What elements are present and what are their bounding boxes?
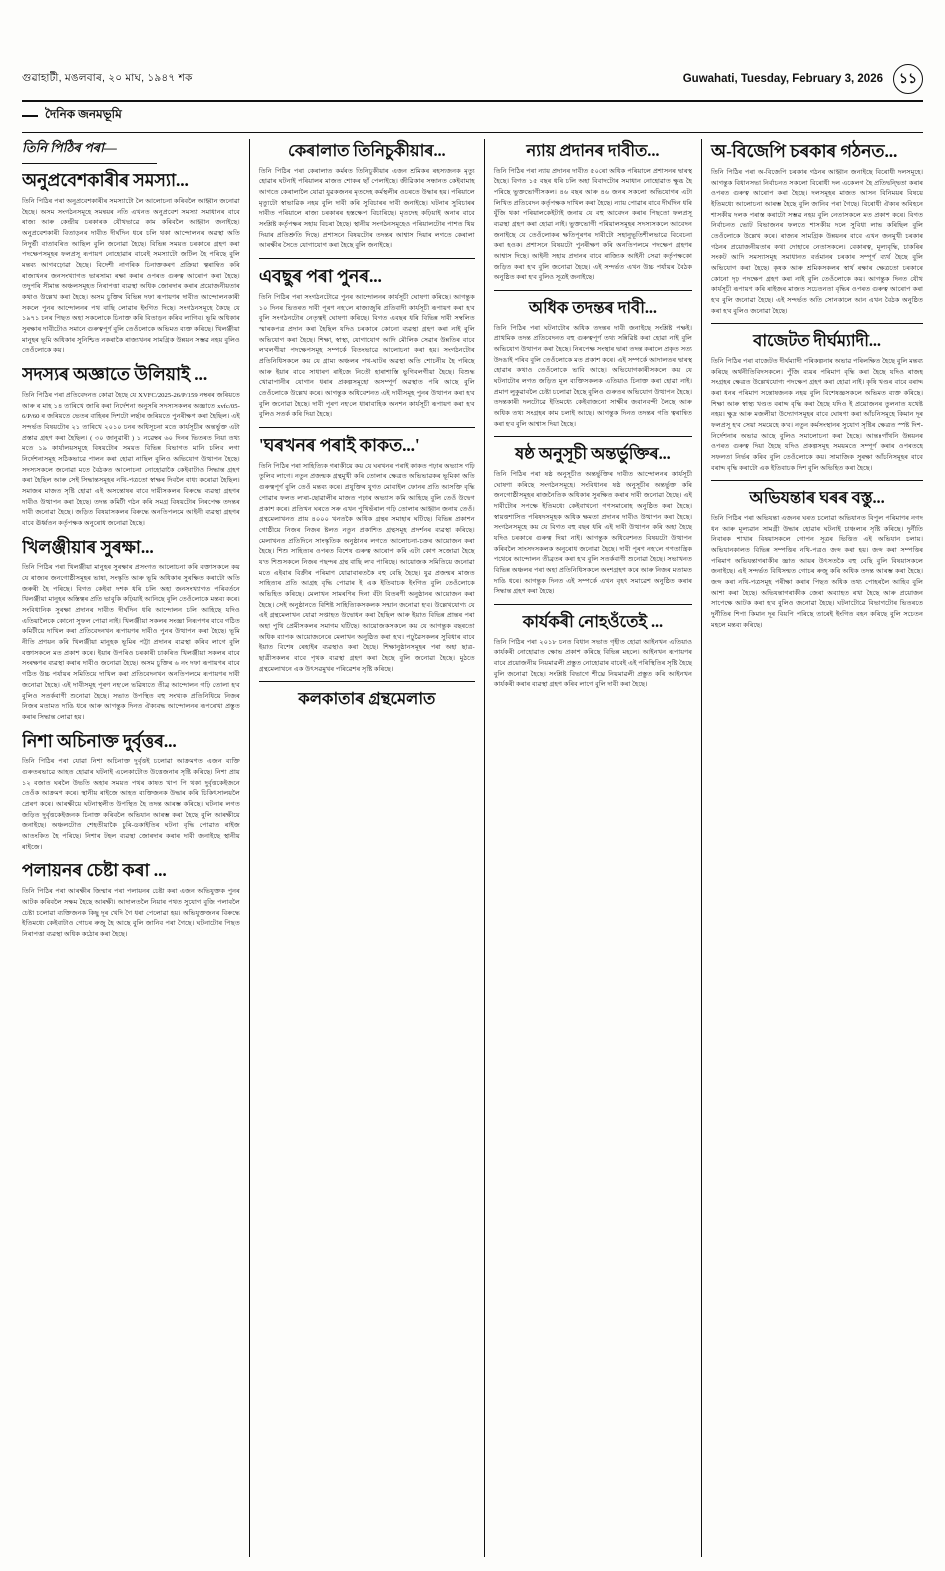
article-body: তিনি পিঠিৰ পৰা সাহিত্যিক গৰাকীয়ে কয় যে ঘৰখনৰ পৰাই কাকত পঢ়াৰ অভ্যাস গঢ়ি তুলিব লাগে। নতুন প্ৰজন্মক গ্ৰন্থমুখী কৰি তোলাৰ ক্ষেত্ৰত অভিভাৱকৰ ভূমিকা অতি গুৰুত্বপূৰ্ণ বুলি তেওঁ মন্তব্য কৰে। প্ৰযুক্তিৰ যুগত মোবাইল ফোনৰ প্ৰতি আসক্তি বৃদ্ধি পোৱাৰ ফলত ল'ৰা-ছোৱালীৰ মাজত পঢ়াৰ অভ্যাস কমি আহিছে বুলি তেওঁ উদ্বেগ প্ৰকাশ কৰে। প্ৰতিখন ঘৰতে সৰু এখন পুথিভঁৰাল গঢ়ি তোলাৰ আহ্বান জনায় তেওঁ। গ্ৰন্থমেলাখনত প্ৰায় ৪০০০ খনতকৈ অধিক গ্ৰন্থৰ সমাহাৰ ঘটিছে। বিভিন্ন প্ৰকাশন গোষ্ঠীয়ে নিজৰ নিজৰ ষ্টলত নতুন প্ৰকাশিত গ্ৰন্থসমূহ প্ৰদৰ্শনৰ ব্যৱস্থা কৰিছে। মেলাখনত প্ৰতিদিনে সাংস্কৃতিক অনুষ্ঠানৰ লগতে আলোচনা-চক্ৰৰ আয়োজন কৰা হৈছে। শিশু সাহিত্যৰ ওপৰত বিশেষ গুৰুত্ব আৰোপ কৰি এটা কোণ সজোৱা হৈছে য'ত শিশুসকলে নিজৰ পছন্দৰ গ্ৰন্থ বাছি ল'ব পাৰিছে। আয়োজক সমিতিয়ে জনোৱা মতে এইবাৰ বিক্ৰীৰ পৰিমাণ যোৱাবাৰতকৈ বহু বেছি হৈছে। যুৱ প্ৰজন্মৰ মাজত সাহিত্যৰ প্ৰতি আগ্ৰহ বৃদ্ধি পোৱাৰ ই এক ইতিবাচক ইংগিত বুলি তেওঁলোকে অভিহিত কৰিছে। মেলাখন সামৰণিৰ দিনা বঁটা বিতৰণী অনুষ্ঠানৰ আয়োজন কৰা হৈছে। সেই অনুষ্ঠানতে বিশিষ্ট সাহিত্যিকসকলক সন্মান জনোৱা হ'ব। উল্লেখযোগ্য যে এই গ্ৰন্থমেলাখন যোৱা সপ্তাহত উদ্বোধন কৰা হৈছিল আৰু ইয়াত বিভিন্ন প্ৰান্তৰ পৰা অহা পুথি প্ৰেমীসকলৰ সমাগম ঘটিছে। আয়োজকসকলে কয় যে আগন্তুক বছৰতো অধিক ব্যাপক আয়োজনেৰে মেলাখন অনুষ্ঠিত কৰা হ'ব। পঢ়ুৱৈসকলৰ সুবিধাৰ বাবে ইয়াত বিশেষ ৰেহাইৰ ব্যৱস্থাও কৰা হৈছে। শিক্ষানুষ্ঠানসমূহৰ পৰা অহা ছাত্ৰ-ছাত্ৰীসকলৰ বাবে পৃথক ব্যৱস্থা গ্ৰহণ কৰা হৈছে বুলি জনোৱা হৈছে। মুঠতে গ্ৰন্থমেলাখনে এক উৎসৱমুখৰ পৰিৱেশৰ সৃষ্টি কৰিছে। bbox=[258, 462, 475, 673]
article-headline[interactable]: কাৰ্যকৰী নোহওঁতেই ... bbox=[522, 612, 664, 632]
article-divider bbox=[494, 604, 692, 605]
article-body: তিনি পিঠিৰ পৰা অনুপ্ৰবেশকাৰীৰ সমস্যাটো লৈ আলোচনা কৰিবলৈ আহ্বান জনোৱা হৈছে। অসম সংগঠনসমূহে সমন্বয়ৰ নতি এখনত অনুপ্ৰবেশ সমস্যা সমাধানৰ বাবে ৰাজ্য আৰু কেন্দ্ৰীয় চৰকাৰক যৌথভাৱে কাম কৰিবলৈ আহ্বান জনাইছে। অনুপ্ৰবেশকাৰী বিতাড়নৰ দাবীত দীৰ্ঘদিন ধৰে চলি থকা আন্দোলনৰ অৱস্থা অতি নিদুৰ্ভী বাতাবৰিত আছিল বুলি জনোৱা হৈছে। বিভিন্ন সময়ত চৰকাৰে গ্ৰহণ কৰা পদক্ষেপসমূহৰ ফলপ্ৰসূ ৰূপায়ণ নোহোৱাৰ বাবেই সমস্যাটো জটিল হৈ পৰিছে বুলি মন্তব্য আগবঢ়োৱা হৈছে। বিদেশী নাগৰিক চিনাক্তকৰণ প্ৰক্ৰিয়া ত্বৰান্বিত কৰি ৰাজ্যখনৰ জনসংখ্যাগত ভাৰসাম্য ৰক্ষা কৰাৰ ওপৰত গুৰুত্ব আৰোপ কৰা হৈছে। তদুপৰি সীমান্ত অঞ্চলসমূহত নিৰাপত্তা ব্যৱস্থা অধিক জোৰদাৰ কৰাৰ প্ৰয়োজনীয়তাৰ কথাও উল্লেখ কৰা হৈছে। অসম চুক্তিৰ বিভিন্ন দফা ৰূপায়ণৰ দাবীত আন্দোলনকাৰী সকলে পুনৰ আন্দোলনৰ পথ বাছি লোৱাৰ ইংগিত দিছে। সংগঠনসমূহে কৈছে যে ১৯৭১ চনৰ পিছত অহা সকলোকে চিনাক্ত কৰি বিতাড়ন কৰিব লাগিব। ভূমি অধিকাৰ সুৰক্ষাৰ দাবীটোও সমানে গুৰুত্বপূৰ্ণ বুলি তেওঁলোকে অভিমত ব্যক্ত কৰিছে। খিলঞ্জীয়া মানুহৰ ভূমি অধিকাৰ সুনিশ্চিত নকৰাকৈ ৰাজ্যখনৰ সামগ্ৰিক উন্নয়ন সম্ভৱ নহয় বুলিও তেওঁলোকে কয়। bbox=[22, 197, 240, 355]
article-headline[interactable]: অধিক তদন্তৰ দাবী... bbox=[528, 298, 657, 318]
column-3 bbox=[484, 139, 701, 1557]
column-1 bbox=[22, 139, 249, 1557]
masthead-english-date: Guwahati, Tuesday, February 3, 2026 bbox=[682, 73, 883, 85]
masthead-right-group bbox=[683, 64, 923, 94]
column-2 bbox=[249, 139, 484, 1557]
article-divider bbox=[259, 258, 475, 259]
article-body: তিনি পিঠিৰ পৰা ন্যায় প্ৰদানৰ দাবীত ৫০ৰো অধিক পৰিয়ালে প্ৰশাসনৰ দ্বাৰস্থ হৈছে। বিগত ১৫ বছৰ ধৰি চলি অহা বিবাদটোৰ সমাধান নোহোৱাত ক্ষুব্ধ হৈ পৰিছে ভুক্তভোগীসকল। ৪৬ বছৰ আৰু ৪৬ জনৰ সকলো অভিযোগৰ এটা লিখিত প্ৰতিবেদন কৰ্তৃপক্ষক দাখিল কৰা হৈছে। ন্যায় পোৱাৰ বাবে দীৰ্ঘদিন ধৰি যুঁজি থকা পৰিয়ালকেইটাই জনায় যে বহু আবেদন কৰাৰ পিছতো ফলপ্ৰসূ ব্যৱস্থা গ্ৰহণ কৰা হোৱা নাই। ভুক্তভোগী পৰিয়ালসমূহৰ সদস্যসকলে আবেদন জনাইছে যে তেওঁলোকৰ ক্ষতিপূৰণৰ দাবীটো সহানুভূতিশীলভাৱে বিবেচনা কৰা হওক। প্ৰশাসনে বিষয়টো পুনৰীক্ষণ কৰি অনতিপলমে পদক্ষেপ গ্ৰহণৰ আশ্বাস দিছে। আইনী সহায় প্ৰদানৰ বাবে ৰাজ্যিক আইনী সেৱা কৰ্তৃপক্ষকো জড়িত কৰা হ'ব বুলি জনোৱা হৈছে। এই সন্দৰ্ভত এখন উচ্চ পৰ্যায়ৰ বৈঠক অনুষ্ঠিত কৰা হ'ব বুলিও সূত্ৰই জনাইছে। bbox=[493, 167, 693, 282]
article-divider bbox=[494, 436, 692, 437]
article-headline[interactable]: ষষ্ঠ অনুসূচী অন্তৰ্ভুক্তিৰ... bbox=[515, 444, 671, 464]
article-body: তিনি পিঠিৰ পৰা বাজেটত দীৰ্ঘম্যাদী পৰিকল্পনাৰ অভাৱ পৰিলক্ষিত হৈছে বুলি মন্তব্য কৰিছে অৰ্থনীতিবিদসকলে। পুঁজি ব্যয়ৰ পৰিমাণ বৃদ্ধি কৰা হৈছে যদিও ৰাজহ সংগ্ৰহৰ ক্ষেত্ৰত উল্লেখযোগ্য পদক্ষেপ গ্ৰহণ কৰা হোৱা নাই। কৃষি খণ্ডৰ বাবে বৰাদ্দ কৰা ধনৰ পৰিমাণ সন্তোষজনক নহয় বুলি বিশেষজ্ঞসকলে অভিমত ব্যক্ত কৰিছে। শিক্ষা আৰু স্বাস্থ্য খণ্ডত বৰাদ্দ বৃদ্ধি কৰা হৈছে যদিও ই প্ৰয়োজনৰ তুলনাত যথেষ্ট নহয়। ক্ষুদ্ৰ আৰু মজলীয়া উদ্যোগসমূহৰ বাবে ঘোষণা কৰা আঁচনিসমূহে কিমান দূৰ ফলপ্ৰসূ হ'ব সেয়া সময়েহে ক'ব। নতুন কৰ্মসংস্থানৰ সুযোগ সৃষ্টিৰ ক্ষেত্ৰত স্পষ্ট দিশ-নিৰ্দেশনাৰ অভাৱ আছে বুলিও সমালোচনা কৰা হৈছে। আন্তঃগাঁথনি উন্নয়নৰ ওপৰত গুৰুত্ব দিয়া হৈছে যদিও প্ৰকল্পসমূহ সময়মতে সম্পূৰ্ণ কৰাৰ ওপৰতহে সফলতা নিৰ্ভৰ কৰিব বুলি তেওঁলোকে কয়। সামাজিক সুৰক্ষা আঁচনিসমূহৰ বাবে বৰাদ্দ বৃদ্ধি কৰাটো এক ইতিবাচক দিশ বুলি অভিহিত কৰা হৈছে। bbox=[711, 357, 924, 472]
brand-line bbox=[22, 106, 923, 129]
article-body: তিনি পিঠিৰ পৰা আৰক্ষীৰ জিম্মাৰ পৰা পলায়নৰ চেষ্টা কৰা এজন অভিযুক্তক পুনৰ আটক কৰিবলৈ সক্ষম হৈছে আৰক্ষী। আদালতলৈ নিয়াৰ পথত সুযোগ বুজি পলাবলৈ চেষ্টা চলোৱা ব্যক্তিজনক কিছু দূৰ খেদি গৈ ধৰা পেলোৱা হয়। অভিযুক্তজনৰ বিৰুদ্ধে ইতিমধ্যে কেইবাটাও গোচৰ ৰুজু হৈ আছে বুলি জানিব পৰা গৈছে। ঘটনাটোৰ পিছত নিৰাপত্তা ব্যৱস্থা অধিক কঠোৰ কৰা হৈছে। bbox=[22, 888, 240, 938]
article-headline[interactable]: ন্যায় প্ৰদানৰ দাবীত... bbox=[526, 141, 660, 160]
masthead bbox=[22, 64, 923, 98]
masthead-local-date: গুৱাহাটী, মঙলবাৰ, ২০ মাঘ, ১৯৪৭ শক bbox=[22, 71, 193, 84]
article-headline[interactable]: এবছুৰ পৰা পুনৰ... bbox=[258, 266, 382, 286]
article-body: তিনি পিঠিৰ পৰা ২০১৮ চনত বিধান সভাত গৃহীত হোৱা আইনখন এতিয়াও কাৰ্যকৰী নোহোৱাত ক্ষোভ প্ৰকাশ কৰিছে বিভিন্ন মহলে। আইনখন ৰূপায়ণৰ বাবে প্ৰয়োজনীয় নিয়মাৱলী প্ৰস্তুত নোহোৱাৰ বাবেই এই পৰিস্থিতিৰ সৃষ্টি হৈছে বুলি জনোৱা হৈছে। সংশ্লিষ্ট বিভাগে শীঘ্ৰে নিয়মাৱলী প্ৰস্তুত কৰি আইনখন কাৰ্যকৰী কৰাৰ ব্যৱস্থা গ্ৰহণ কৰিব লাগে বুলি দাবী কৰা হৈছে। bbox=[493, 638, 693, 689]
article-divider bbox=[259, 427, 475, 428]
article-body: তিনি পিঠিৰ পৰা প্ৰতিবেদনত কোৱা হৈছে যে XVFC/2025-26/P/159 নম্বৰৰ জৰিয়তে আৰু ৰ মাহ ১৪ তাৰিখে জাৰি কৰা নিৰ্দেশনা অনুসৰি সদস্যসকলৰ অজ্ঞাতে xvfc/05-6/P/60 ৰ জৰিয়তে ভেতৰ বাহিৰৰ দিশটো লৰ্ছাৰ জৰিয়তে পুনৰীক্ষণ কৰা হৈছিল। এই সন্দৰ্ভত বিষয়টোৰ ২১ তাৰিখে ২০১০ চনৰ অধিসূচনা মতে কাৰ্যসূচীৰ অন্তৰ্ভুক্ত এটা প্ৰস্তাৱ গ্ৰহণ কৰা হৈছিল। ( ৩০ জানুৱাৰী ) ১ নৱেম্বৰ ৬০ দিনৰ ভিতৰত নিয়া তথ্য মতে ১৯ কাৰ্যালয়সমূহে বিষয়টোৰ সময়ত বিভিন্ন বিভাগত মানি চলিব লগা নিৰ্দেশনাসমূহ সঠিকভাৱে পালন কৰা হোৱা নাছিল বুলিও অভিযোগ উত্থাপন হৈছে। সদস্যসকলে জনোৱা মতে বৈঠকত আলোচনা নোহোৱাকৈ কেইবাটাও সিদ্ধান্ত গ্ৰহণ কৰা হৈছিল আৰু সেই সিদ্ধান্তসমূহৰ নথি-পত্ৰতো স্বাক্ষৰ দিবলৈ বাধ্য কৰোৱা হৈছিল। সমাজৰ মাজত সৃষ্টি হোৱা এই অসন্তোষৰ বাবে দায়ীসকলৰ বিৰুদ্ধে ব্যৱস্থা গ্ৰহণৰ দাবীও উত্থাপন কৰা হৈছে। তদন্ত কমিটী গঠন কৰি সমগ্ৰ বিষয়টোৰ নিৰপেক্ষ তদন্তৰ দাবী জনোৱা হৈছে। জড়িত বিষয়াসকলৰ বিৰুদ্ধে অনতিপলমে আইনী ব্যৱস্থা গ্ৰহণৰ বাবে ঊৰ্ধ্বতন কৰ্তৃপক্ষক অনুৰোধ জনোৱা হৈছে। bbox=[22, 391, 240, 527]
column-4 bbox=[701, 139, 923, 1557]
article-body: তিনি পিঠিৰ পৰা ষষ্ঠ অনুসূচীত অন্তৰ্ভুক্তিৰ দাবীত আন্দোলনৰ কাৰ্যসূচী ঘোষণা কৰিছে সংগঠনসমূহে। সংবিধানৰ ষষ্ঠ অনুসূচীৰ অন্তৰ্ভুক্ত কৰি জনগোষ্ঠীসমূহৰ ৰাজনৈতিক অধিকাৰ সুৰক্ষিত কৰাৰ দাবী জনোৱা হৈছে। এই দাবীটোৰ সপক্ষে ইতিমধ্যে কেইবাখনো গণসমাৰোহ অনুষ্ঠিত কৰা হৈছে। স্বায়ত্তশাসিত পৰিষদসমূহক অধিক ক্ষমতা প্ৰদানৰ দাবীও উত্থাপন কৰা হৈছে। সংগঠনসমূহে কয় যে বিগত বহু বছৰ ধৰি এই দাবী উত্থাপন কৰি অহা হৈছে যদিও চৰকাৰে গুৰুত্ব দিয়া নাই। আগন্তুক অধিবেশনত বিষয়টো উত্থাপন কৰিবলৈ সাংসদসকলক অনুৰোধ জনোৱা হৈছে। দাবী পূৰণ নহ'লে গণতান্ত্ৰিক পথেৰে আন্দোলন তীব্ৰতৰ কৰা হ'ব বুলি সতৰ্কবাণী শুনোৱা হৈছে। সভাখনত বিভিন্ন অঞ্চলৰ পৰা অহা প্ৰতিনিধিসকলে অংশগ্ৰহণ কৰে আৰু নিজৰ মতামত দাঙি ধৰে। আগন্তুক দিনত এই সম্পৰ্কে এখন বৃহৎ সমাৱেশ অনুষ্ঠিত কৰাৰ সিদ্ধান্ত গ্ৰহণ কৰা হৈছে। bbox=[493, 470, 693, 596]
article-headline[interactable]: কলকাতাৰ গ্ৰন্থমেলাত bbox=[298, 689, 436, 709]
page-number-badge: ১১ bbox=[893, 64, 923, 94]
article-body: তিনি পিঠিৰ পৰা সংগঠনটোৱে পুনৰ আন্দোলনৰ কাৰ্যসূচী ঘোষণা কৰিছে। আগন্তুক ১০ দিনৰ ভিতৰত দাবী পূৰণ নহ'লে ৰাজ্যজুৰি প্ৰতিবাদী কাৰ্যসূচী ৰূপায়ণ কৰা হ'ব বুলি সংগঠনটোৰ নেতৃত্বই ঘোষণা কৰিছে। বিগত এবছৰ ধৰি বিভিন্ন দাবী সম্বলিত স্মাৰকপত্ৰ প্ৰদান কৰা হৈছিল যদিও চৰকাৰে কোনো ব্যৱস্থা গ্ৰহণ কৰা নাই বুলি অভিযোগ কৰা হৈছে। শিক্ষা, স্বাস্থ্য, যোগাযোগ আদি মৌলিক সেৱাৰ উন্নতিৰ বাবে ল'বলগীয়া পদক্ষেপসমূহ সম্পৰ্কে বিতংভাৱে আলোচনা কৰা হয়। সংগঠনটোৰ প্ৰতিনিধিসকলে কয় যে গ্ৰাম্য অঞ্চলৰ পথ-ঘাটৰ অৱস্থা অতি শোচনীয় হৈ পৰিছে আৰু ইয়াৰ বাবে সাধাৰণ ৰাইজে নিতৌ হাৰাশাস্তি ভুগিবলগীয়া হৈছে। বিশুদ্ধ খোৱাপানীৰ যোগান ধৰাৰ প্ৰকল্পসমূহো অসম্পূৰ্ণ অৱস্থাত পৰি আছে বুলি তেওঁলোকে উল্লেখ কৰে। আগন্তুক অধিবেশনত এই দাবীসমূহ পুনৰ উত্থাপন কৰা হ'ব বুলি জনোৱা হৈছে। দাবী পূৰণ নহ'লে ধাৰাবাহিক অনশন কাৰ্যসূচী ৰূপায়ণ কৰা হ'ব বুলিও সতৰ্ক কৰি দিয়া হৈছে। bbox=[258, 293, 475, 419]
article-headline[interactable]: নিশা অচিনাক্ত দুৰ্বৃত্তৰ... bbox=[22, 730, 177, 751]
article-body: তিনি পিঠিৰ পৰা ঘটনাটোৰ অধিক তদন্তৰ দাবী জনাইছে সংশ্লিষ্ট পক্ষই। প্ৰাথমিক তদন্ত প্ৰতিবেদনত বহু গুৰুত্বপূৰ্ণ তথ্য সন্নিৱিষ্ট কৰা হোৱা নাই বুলি অভিযোগ উত্থাপন কৰা হৈছে। নিৰপেক্ষ সংস্থাৰ দ্বাৰা তদন্ত কৰালে প্ৰকৃত সত্য উদঙাই পৰিব বুলি তেওঁলোকে মত প্ৰকাশ কৰে। এই সম্পৰ্কে আদালতৰ দ্বাৰস্থ হোৱাৰ কথাও তেওঁলোকে ভাবি আছে। অভিযোগকাৰীসকলে কয় যে ঘটনাটোৰ লগত জড়িত মূল ব্যক্তিসকলক এতিয়াও চিনাক্ত কৰা হোৱা নাই। প্ৰমাণ লুকুৱাবলৈ চেষ্টা চলোৱা হৈছে বুলিও গুৰুতৰ অভিযোগ উত্থাপন হৈছে। তদন্তকাৰী দলটোৱে ইতিমধ্যে কেইবাজনো সাক্ষীৰ জবানবন্দী লৈছে আৰু অধিক তথ্য সংগ্ৰহৰ কাম চলাই আছে। আগন্তুক দিনত তদন্তৰ গতি ত্বৰান্বিত কৰা হ'ব বুলি আশ্বাস দিয়া হৈছে। bbox=[493, 324, 693, 428]
article-headline[interactable]: খিলঞ্জীয়াৰ সুৰক্ষা... bbox=[22, 536, 154, 557]
article-divider bbox=[711, 480, 923, 481]
masthead-rule bbox=[22, 100, 923, 102]
brand-rule bbox=[22, 132, 923, 133]
article-headline[interactable]: সদস্যৰ অজ্ঞাতে উলিয়াই ... bbox=[22, 363, 208, 384]
article-body: তিনি পিঠিৰ পৰা অ-বিজেপি চৰকাৰ গঠনৰ আহ্বান জনাইছে বিৰোধী দলসমূহে। আগন্তুক বিধানসভা নিৰ্বাচনত সকলো বিৰোধী দল একেলগ হৈ প্ৰতিদ্বন্দ্বিতা কৰাৰ ওপৰত গুৰুত্ব আৰোপ কৰা হৈছে। দলসমূহৰ মাজত আসন বিনিময়ৰ বিষয়ে ইতিমধ্যে আলোচনা আৰম্ভ হৈছে বুলি জানিব পৰা গৈছে। বিৰোধী ঐক্যৰ অবিহনে শাসকীয় দলক পৰাস্ত কৰাটো সম্ভৱ নহয় বুলি নেতাসকলে মত প্ৰকাশ কৰে। বিগত নিৰ্বাচনত ভোট বিভাজনৰ ফলতে শাসকীয় দলে সুবিধা লাভ কৰিছিল বুলি তেওঁলোকে উল্লেখ কৰে। ৰাজ্যৰ সামগ্ৰিক উন্নয়নৰ বাবে এখন জনমুখী চৰকাৰ গঠনৰ প্ৰয়োজনীয়তাৰ কথা দোহাৰে নেতাসকলে। বেকাৰত্ব, মূল্যবৃদ্ধি, চাকৰিৰ সংকট আদি সমস্যাসমূহ সমাধানত বৰ্তমানৰ চৰকাৰ সম্পূৰ্ণ ব্যৰ্থ হৈছে বুলি অভিযোগ কৰা হৈছে। কৃষক আৰু শ্ৰমিকসকলৰ স্বাৰ্থ ৰক্ষাৰ ক্ষেত্ৰতো চৰকাৰে কোনো দৃঢ় পদক্ষেপ গ্ৰহণ কৰা নাই বুলি তেওঁলোকে কয়। আগন্তুক দিনত যৌথ কাৰ্যসূচী ৰূপায়ণ কৰি ৰাইজৰ মাজত সচেতনতা বৃদ্ধিৰ ওপৰত গুৰুত্ব আৰোপ কৰা হ'ব বুলি জনোৱা হৈছে। এই সন্দৰ্ভত অতি সোনকালে আন এখন বৈঠক অনুষ্ঠিত কৰা হ'ব বুলিও জনোৱা হৈছে। bbox=[711, 168, 924, 315]
publication-name: দৈনিক জনমভূমি bbox=[45, 107, 122, 121]
kicker-rule bbox=[22, 163, 157, 164]
article-columns bbox=[22, 139, 923, 1557]
article-headline[interactable]: কেৰালাত তিনিচুকীয়াৰ... bbox=[288, 141, 446, 160]
article-body: তিনি পিঠিৰ পৰা যোৱা নিশা অচিনাক্ত দুৰ্বৃত্তই চলোৱা আক্ৰমণত এজন ব্যক্তি গুৰুতৰভাৱে আহত হোৱাৰ ঘটনাই এলেকাটোত উত্তেজনাৰ সৃষ্টি কৰিছে। নিশা প্ৰায় ১২ বজাত ঘৰলৈ উভতি অহাৰ সময়ত পথৰ কাষত খাপ পি থকা দুৰ্বৃত্তকেইজনে তেওঁক আক্ৰমণ কৰে। স্থানীয় ৰাইজে আহত ব্যক্তিজনক উদ্ধাৰ কৰি চিকিৎসালয়লৈ প্ৰেৰণ কৰে। আৰক্ষীয়ে ঘটনাস্থলীত উপস্থিত হৈ তদন্ত আৰম্ভ কৰিছে। ঘটনাৰ লগত জড়িত দুৰ্বৃত্তকেইজনক চিনাক্ত কৰিবলৈ অভিযান আৰম্ভ কৰা হৈছে বুলি আৰক্ষীয়ে জনাইছে। অঞ্চলটোত শেহতীয়াকৈ চুৰি-ডকাইতিৰ ঘটনা বৃদ্ধি পোৱাত ৰাইজ আতংকিত হৈ পৰিছে। নিশাৰ টহল ব্যৱস্থা জোৰদাৰ কৰাৰ দাবী জনাইছে স্থানীয় ৰাইজে। bbox=[22, 758, 240, 851]
article-body: তিনি পিঠিৰ পৰা অভিযন্তা এজনৰ ঘৰত চলোৱা অভিযানত বিপুল পৰিমাণৰ নগদ ধন আৰু মূল্যৱান সামগ্ৰী উদ্ধাৰ হোৱাৰ ঘটনাই চাঞ্চল্যৰ সৃষ্টি কৰিছে। দুৰ্নীতি নিবাৰক শাখাৰ বিষয়াসকলে গোপন সূত্ৰৰ ভিত্তিত এই অভিযান চলায়। অভিযানকালত বিভিন্ন সম্পত্তিৰ নথি-পত্ৰও জব্দ কৰা হয়। জব্দ কৰা সম্পত্তিৰ পৰিমাণ অভিযন্তাগৰাকীৰ জ্ঞাত আয়ৰ উৎসতকৈ বহু বেছি বুলি বিষয়াসকলে জনাইছে। এই সন্দৰ্ভত বিধিসন্মত গোচৰ ৰুজু কৰি অধিক তদন্ত আৰম্ভ কৰা হৈছে। জব্দ কৰা নথি-পত্ৰসমূহ পৰীক্ষা কৰাৰ পিছত অধিক তথ্য পোহৰলৈ আহিব বুলি আশা কৰা হৈছে। অভিযন্তাগৰাকীক জেৰা অব্যাহত ৰখা হৈছে আৰু প্ৰয়োজন সাপেক্ষে আটক কৰা হ'ব বুলিও জনোৱা হৈছে। ঘটনাটোৱে বিভাগটোৰ ভিতৰতে দুৰ্নীতিৰ শিপা কিমান দূৰ বিয়পি পৰিছে তাৰেই ইংগিত বহন কৰিছে বুলি সচেতন মহলে মন্তব্য কৰিছে। bbox=[711, 514, 924, 629]
article-headline[interactable]: অ-বিজেপি চৰকাৰ গঠনত... bbox=[711, 141, 898, 161]
brand-dash bbox=[22, 115, 38, 117]
article-divider bbox=[259, 681, 475, 682]
article-divider bbox=[711, 323, 923, 324]
article-headline[interactable]: পলায়নৰ চেষ্টা কৰা ... bbox=[22, 860, 167, 881]
article-divider bbox=[494, 290, 692, 291]
article-body: তিনি পিঠিৰ পৰা কেৰালাত কৰ্মৰত তিনিচুকীয়াৰ এজন শ্ৰমিকৰ ৰহস্যজনক মৃত্যু হোৱাৰ ঘটনাই পৰিয়ালৰ মাজত শোকৰ ছাঁ পেলাইছে। জীৱিকাৰ সন্ধানত কেইবামাহ আগতে কেৰালালৈ যোৱা যুৱকজনৰ মৃতদেহ কৰ্মস্থলীৰ ওচৰতে উদ্ধাৰ হয়। পৰিয়ালে মৃত্যুটো স্বাভাৱিক নহয় বুলি দাবী কৰি সুবিচাৰৰ দাবী জনাইছে। ঘটনাৰ সুবিচাৰৰ দাবীত পৰিয়ালে ৰাজ্য চৰকাৰৰ হস্তক্ষেপ বিচাৰিছে। মৃতদেহ কঢ়িয়াই অনাৰ বাবে সংশ্লিষ্ট কৰ্তৃপক্ষৰ সহায় বিচৰা হৈছে। স্থানীয় সংগঠনসমূহেও পৰিয়ালটোৰ পাশত থিয় দিয়াৰ প্ৰতিশ্ৰুতি দিছে। প্ৰশাসনে বিষয়টোৰ তদন্তৰ আশ্বাস দিয়াৰ লগতে কেৰালা আৰক্ষীৰ সৈতে যোগাযোগ কৰা হৈছে বুলি জনাইছে। bbox=[258, 167, 475, 250]
article-body: তিনি পিঠিৰ পৰা খিলঞ্জীয়া মানুহৰ সুৰক্ষাৰ প্ৰসংগত আলোচনা কৰি বক্তাসকলে কয় যে ৰাজ্যৰ জনগোষ্ঠীসমূহৰ ভাষা, সংস্কৃতি আৰু ভূমি অধিকাৰ সুৰক্ষিত কৰাটো অতি জৰুৰী হৈ পৰিছে। বিগত কেইবা দশক ধৰি চলি অহা জনসংখ্যাগত পৰিবৰ্তনে খিলঞ্জীয়া মানুহৰ অস্তিত্বৰ প্ৰতি ভাবুকি কঢ়িয়াই আনিছে বুলি তেওঁলোকে মন্তব্য কৰে। সংবিধানিক সুৰক্ষা প্ৰদানৰ দাবীত দীৰ্ঘদিন ধৰি আন্দোলন চলি আহিছে যদিও এতিয়ালৈকে কোনো সুফল পোৱা নাই। খিলঞ্জীয়া সকলৰ সংজ্ঞা নিৰূপণৰ বাবে গঠিত কমিটীয়ে দাখিল কৰা প্ৰতিবেদনখন ৰূপায়ণৰ দাবীও পুনৰ উত্থাপন কৰা হৈছে। ভূমি নীতি প্ৰণয়ন কৰি খিলঞ্জীয়া মানুহক ভূমিৰ পট্টা প্ৰদানৰ ব্যৱস্থা কৰিব লাগে বুলি বক্তাসকলে মত প্ৰকাশ কৰে। ইয়াৰ উপৰিও চৰকাৰী চাকৰিত খিলঞ্জীয়া সকলৰ বাবে সংৰক্ষণৰ ব্যৱস্থা কৰাৰ দাবীও জনোৱা হৈছে। অসম চুক্তিৰ ৬ নং দফা ৰূপায়ণৰ বাবে গঠিত উচ্চ পৰ্যায়ৰ সমিতিয়ে দাখিল কৰা প্ৰতিবেদনখন অনতিপলমে ৰূপায়ণৰ দাবী জনোৱা হৈছে। এই দাবীসমূহ পূৰণ নহ'লে ভৱিষ্যতে তীব্ৰ আন্দোলন গঢ়ি তোলা হ'ব বুলিও সতৰ্কবাণী শুনোৱা হৈছে। সভাত উপস্থিত বহু সংখ্যক প্ৰতিনিধিয়ে নিজৰ নিজৰ মতামত দাঙি ধৰে আৰু আগন্তুক দিনত ঐক্যবদ্ধ আন্দোলনৰ ৰূপৰেখা প্ৰস্তুত কৰাৰ সিদ্ধান্ত লোৱা হয়। bbox=[22, 564, 240, 721]
article-headline[interactable]: 'ঘৰখনৰ পৰাই কাকত...' bbox=[258, 434, 420, 455]
article-headline[interactable]: অনুপ্ৰবেশকাৰীৰ সমস্যা... bbox=[22, 170, 189, 190]
section-kicker: তিনি পিঠিৰ পৰা— bbox=[22, 140, 117, 155]
article-headline[interactable]: বাজেটত দীৰ্ঘম্যাদী... bbox=[753, 331, 881, 351]
article-headline[interactable]: অভিযন্তাৰ ঘৰৰ বস্তু... bbox=[749, 488, 885, 508]
